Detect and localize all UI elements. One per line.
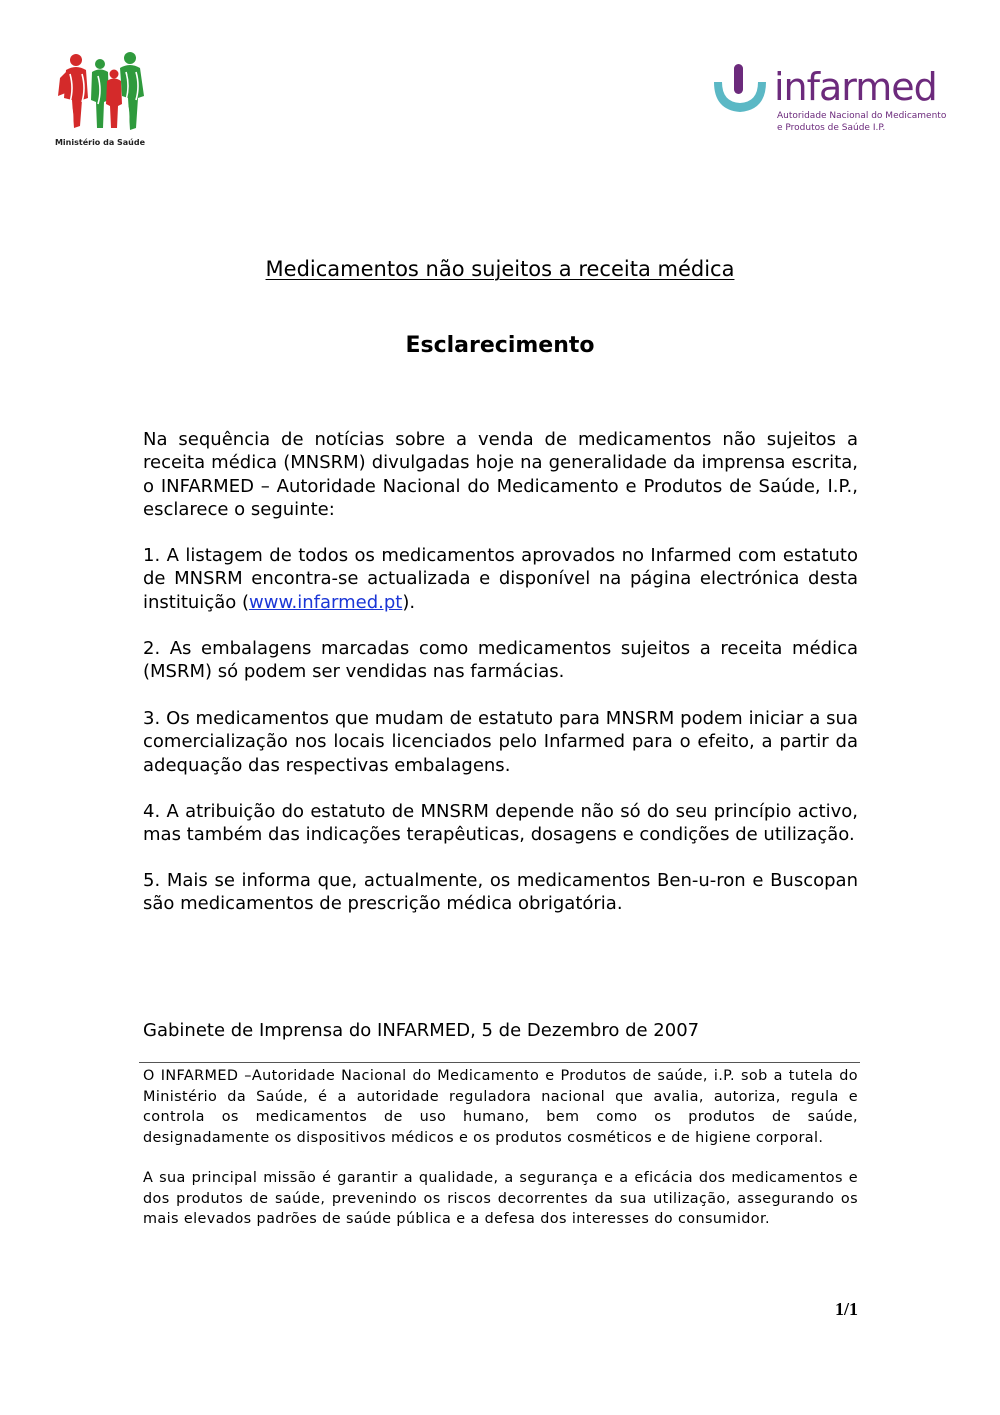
footer-paragraph-1: O INFARMED –Autoridade Nacional do Medicamento e Produtos de saúde, i.P. sob a tutela do Ministério da Saúde, é a autoridade reguladora nacional que avalia, autoriza, regula e controla os medicamentos de uso humano, bem como os produtos de saúde, designadamente os dispositivos médicos e os produtos cosméticos e de higiene corporal. [143, 1068, 858, 1146]
document-title [0, 255, 1000, 283]
item-4-paragraph: 4. A atribuição do estatuto de MNSRM depende não só do seu princípio activo, mas também das indicações terapêuticas, dosagens e condições de utilização. [143, 801, 858, 846]
infarmed-wordmark: infarmed [774, 65, 937, 109]
infarmed-tagline-line1: Autoridade Nacional do Medicamento [777, 111, 947, 121]
item-1-paragraph [143, 544, 858, 614]
infarmed-drop-icon [712, 60, 768, 120]
ministry-logo-label: Ministério da Saúde [54, 138, 146, 147]
infarmed-tagline-line2: e Produtos de Saúde I.P. [777, 123, 886, 133]
document-subtitle: Esclarecimento [405, 333, 595, 358]
infarmed-website-link[interactable]: www.infarmed.pt [249, 591, 403, 613]
ministerio-figures-icon [52, 48, 148, 136]
intro-paragraph: Na sequência de notícias sobre a venda de medicamentos não sujeitos a receita médica (MNSRM) divulgadas hoje na generalidade da imprensa escrita, o INFARMED – Autoridade Nacional do Medicamento e Produtos de Saúde, I.P., esclarece o seguinte: [143, 429, 858, 520]
item-1-text-before: 1. A listagem de todos os medicamentos aprovados no Infarmed com estatuto de MNSRM encontra-se actualizada e disponível na página electrónica desta instituição ( [143, 545, 858, 613]
infarmed-tagline [777, 110, 946, 134]
item-5-paragraph: 5. Mais se informa que, actualmente, os medicamentos Ben-u-ron e Buscopan são medicamentos de prescrição médica obrigatória. [143, 870, 858, 915]
footer-divider [139, 1062, 860, 1063]
footer-paragraph-2: A sua principal missão é garantir a qualidade, a segurança e a eficácia dos medicamentos e dos produtos de saúde, prevenindo os riscos decorrentes da sua utilização, assegurando os mais elevados padrões de saúde pública e a defesa dos interesses do consumidor. [143, 1170, 858, 1227]
document-title-text: Medicamentos não sujeitos a receita médica [265, 257, 735, 281]
ministerio-da-saude-logo [52, 48, 148, 152]
press-office-signature: Gabinete de Imprensa do INFARMED, 5 de Dezembro de 2007 [143, 1020, 700, 1041]
page-number: 1/1 [834, 1299, 858, 1319]
item-2-paragraph: 2. As embalagens marcadas como medicamentos sujeitos a receita médica (MSRM) só podem ser vendidas nas farmácias. [143, 638, 858, 683]
item-1-text-after: ). [402, 591, 416, 613]
infarmed-logo [712, 60, 947, 140]
item-3-paragraph: 3. Os medicamentos que mudam de estatuto para MNSRM podem iniciar a sua comercialização nos locais licenciados pelo Infarmed para o efeito, a partir da adequação das respectivas embalagens. [143, 708, 858, 776]
